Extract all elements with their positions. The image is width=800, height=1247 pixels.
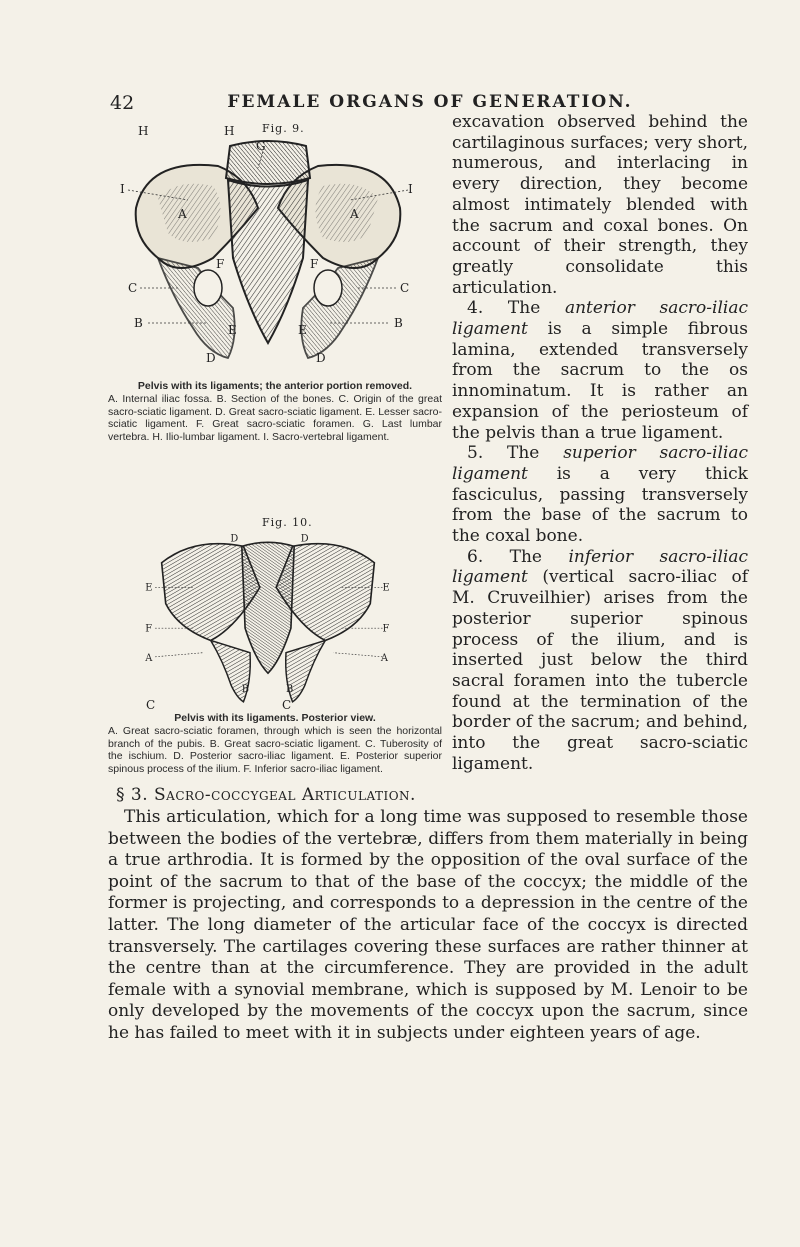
fig10-letter-c-right: C bbox=[282, 698, 293, 712]
fig9-caption-title: Pelvis with its ligaments; the anterior portion removed. bbox=[137, 380, 413, 392]
fig9-letter-h-right: H bbox=[224, 124, 236, 138]
section-heading bbox=[116, 785, 416, 805]
fig9-letter-b: B bbox=[394, 316, 403, 330]
fig10-letter-e: E bbox=[145, 582, 153, 594]
fig9-letter-c: C bbox=[400, 281, 410, 295]
paragraph-superior-ligament: 5. The superior sacro-iliac ligament is a very thick fasciculus, passing transversely from the base of the sacrum to the coxal bone. bbox=[452, 443, 748, 547]
fig9-caption bbox=[108, 380, 442, 443]
section-title: Sacro-coccygeal Articulation. bbox=[154, 785, 416, 805]
fig9-letter-b: B bbox=[134, 316, 143, 330]
fig10-letter-c-left: C bbox=[146, 698, 157, 712]
paragraph-inferior-ligament: 6. The inferior sacro-iliac ligament (vertical sacro-iliac of M. Cruveilhier) arises from the posterior superior spinous process of the ilium, and is inserted just below the third sacral foramen into the tubercle found at the termination of the border of the sacrum; and behind, into the great sacro-sciatic ligament. bbox=[452, 546, 748, 774]
fig9-illustration bbox=[118, 138, 418, 374]
fig10-letter-a: A bbox=[380, 652, 388, 664]
fig9-letter-i: I bbox=[120, 182, 125, 196]
fig10-caption-wrapper bbox=[108, 712, 442, 775]
fig9-letter-e: E bbox=[228, 323, 237, 337]
fig10-letter-f: F bbox=[145, 623, 153, 635]
paragraph-continued: excavation observed behind the cartilaginous surfaces; very short, numerous, and interlacing in every direction, they become almost intimately blended with the sacrum and coxal bones. On account of their strength, they greatly consolidate this articulation. bbox=[452, 112, 748, 298]
fig10-letter-d: D bbox=[300, 533, 309, 545]
page-number: 42 bbox=[110, 92, 135, 114]
paragraph-anterior-ligament: 4. The anterior sacro-iliac ligament is a simple fibrous lamina, extended transversely from the sacrum to the os innominatum. It is rather an expansion of the periosteum of the pelvis than a true ligament. bbox=[452, 298, 748, 443]
pelvis-posterior-engraving bbox=[118, 530, 418, 710]
paragraph-sacro-coccygeal: This articulation, which for a long time was supposed to resemble those between the bodies of the vertebræ, differs from them materially in being a true arthrodia. It is formed by the opposition of the oval surface of the point of the sacrum to that of the base of the coccyx; the middle of the former is projecting, and corresponds to a depression in the centre of the latter. The long diameter of the articular face of the coccyx is directed transversely. The cartilages covering these surfaces are rather thinner at the centre than at the circumference. They are provided in the adult female with a synovial membrane, which is supposed by M. Lenoir to be only developed by the movements of the coccyx upon the sacrum, since he has failed to meet with it in subjects under eighteen years of age. bbox=[108, 807, 748, 1043]
pelvis-front-engraving bbox=[118, 138, 418, 374]
fig10-caption-title: Pelvis with its ligaments. Posterior view. bbox=[174, 712, 376, 724]
fig10-caption-text: A. Great sacro-sciatic foramen, through which is seen the horizontal branch of the pubis. B. Great sacro-sciatic ligament. C. Tuberosity of the ischium. D. Posterior sacro-iliac ligament. E. Posterior superior spinous process of the ilium. F. Inferior sacro-iliac ligament. bbox=[108, 725, 442, 775]
section-number: § 3. bbox=[116, 785, 149, 805]
fig10-letter-e: E bbox=[382, 582, 390, 594]
fig10-letter-b: B bbox=[241, 684, 250, 695]
fig9-letter-i: I bbox=[408, 182, 413, 196]
fig9-caption-text: A. Internal iliac fossa. B. Section of the bones. C. Origin of the great sacro-sciatic ligament. D. Great sacro-sciatic ligament. E. Lesser sacro-sciatic ligament. F. Great sacro-sciatic foramen. G. Last lumbar vertebra. H. Ilio-lumbar ligament. I. Sacro-vertebral ligament. bbox=[108, 393, 442, 443]
term-anterior-sacro-iliac: anterior sacro-iliac ligament bbox=[452, 298, 748, 340]
fig9-letter-g: G bbox=[256, 139, 266, 153]
fig10-illustration bbox=[118, 530, 418, 710]
fig10-letter-d: D bbox=[230, 533, 239, 545]
fig9-label: Fig. 9. bbox=[262, 122, 305, 135]
term-inferior-sacro-iliac: inferior sacro-iliac ligament bbox=[452, 546, 748, 588]
fig10-label: Fig. 10. bbox=[262, 516, 313, 529]
fig9-letter-c: C bbox=[128, 281, 138, 295]
fig10-letter-f: F bbox=[382, 623, 390, 635]
term-superior-sacro-iliac: superior sacro-iliac ligament bbox=[452, 443, 748, 484]
right-column-text bbox=[452, 112, 748, 775]
running-title: FEMALE ORGANS OF GENERATION. bbox=[227, 92, 633, 112]
fig9-letter-f: F bbox=[310, 257, 319, 271]
fig9-letter-f: F bbox=[216, 257, 225, 271]
fig9-letter-d: D bbox=[206, 351, 216, 365]
fig9-letter-a: A bbox=[350, 207, 359, 221]
fig9-letter-h-left: H bbox=[138, 124, 150, 138]
fig10-letter-a: A bbox=[145, 652, 153, 664]
fig9-letter-a: A bbox=[178, 207, 187, 221]
fig9-letter-e: E bbox=[298, 323, 307, 337]
body-text bbox=[108, 807, 748, 1045]
fig9-letter-d: D bbox=[316, 351, 326, 365]
fig10-letter-b: B bbox=[286, 684, 294, 695]
